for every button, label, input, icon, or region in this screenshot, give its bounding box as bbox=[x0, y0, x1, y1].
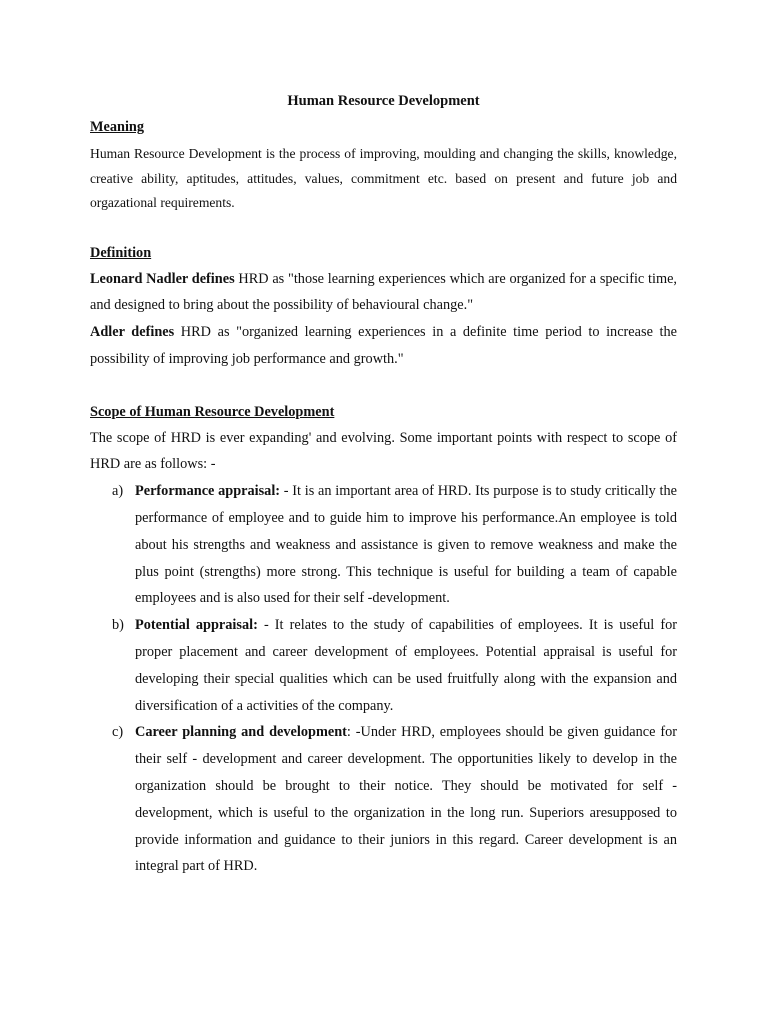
adler-definition bbox=[90, 319, 677, 373]
list-marker: a) bbox=[112, 483, 124, 500]
meaning-paragraph: Human Resource Development is the process of improving, moulding and changing the skills, knowledge, creative ability, aptitudes, attitudes, values, commitment etc. based on present and future job and orgazational requirements. bbox=[90, 146, 677, 210]
adler-text: HRD as "organized learning experiences in a definite time period to increase the possibility of improving job performance and growth." bbox=[90, 324, 677, 367]
spacer bbox=[90, 216, 677, 240]
nadler-text: HRD as "those learning experiences which are organized for a specific time, and designed to bring about the possibility of behavioural change." bbox=[90, 270, 678, 314]
list-item bbox=[90, 612, 677, 719]
scope-intro: The scope of HRD is ever expanding' and evolving. Some important points with respect to scope of HRD are as follows: - bbox=[90, 429, 677, 473]
list-item bbox=[90, 719, 677, 880]
list-marker: b) bbox=[112, 617, 124, 634]
list-marker: c) bbox=[112, 724, 124, 741]
item-title: Potential appraisal: bbox=[135, 617, 258, 634]
meaning-heading: Meaning bbox=[90, 119, 145, 135]
list-item bbox=[90, 478, 677, 612]
spacer bbox=[90, 373, 677, 399]
item-title: Career planning and development bbox=[135, 724, 347, 741]
scope-heading: Scope of Human Resource Development bbox=[90, 403, 335, 420]
scope-list bbox=[90, 478, 677, 880]
definition-heading: Definition bbox=[90, 244, 152, 261]
adler-label: Adler defines bbox=[90, 324, 175, 341]
item-text: - It is an important area of HRD. Its purpose is to study critically the performance of employee and to guide him to improve his performance.An employee is told about his strengths and weakness and assistance is given to remove weakness and make the plus point (strengths) more strong. This technique is useful for building a team of capable employees and is also used for their self -development. bbox=[135, 483, 677, 607]
nadler-label: Leonard Nadler defines bbox=[90, 270, 235, 287]
nadler-definition bbox=[90, 266, 677, 320]
item-title: Performance appraisal: bbox=[135, 483, 281, 500]
item-text: : -Under HRD, employees should be given guidance for their self - development and career development. The opportunities likely to develop in the organization should be brought to their notice. They should be motivated for self - development, which is useful to the organization in the long run. Superiors aresupposed to provide information and guidance to their juniors in this regard. Career development is an integral part of HRD. bbox=[135, 724, 677, 875]
document-page bbox=[90, 88, 677, 880]
page-title: Human Resource Development bbox=[287, 93, 480, 109]
item-text: - It relates to the study of capabilities of employees. It is useful for proper placement and career development of employees. Potential appraisal is useful for developing their special qualities which can be used fruitfully along with the expansion and diversification of a activities of the company. bbox=[135, 617, 677, 714]
